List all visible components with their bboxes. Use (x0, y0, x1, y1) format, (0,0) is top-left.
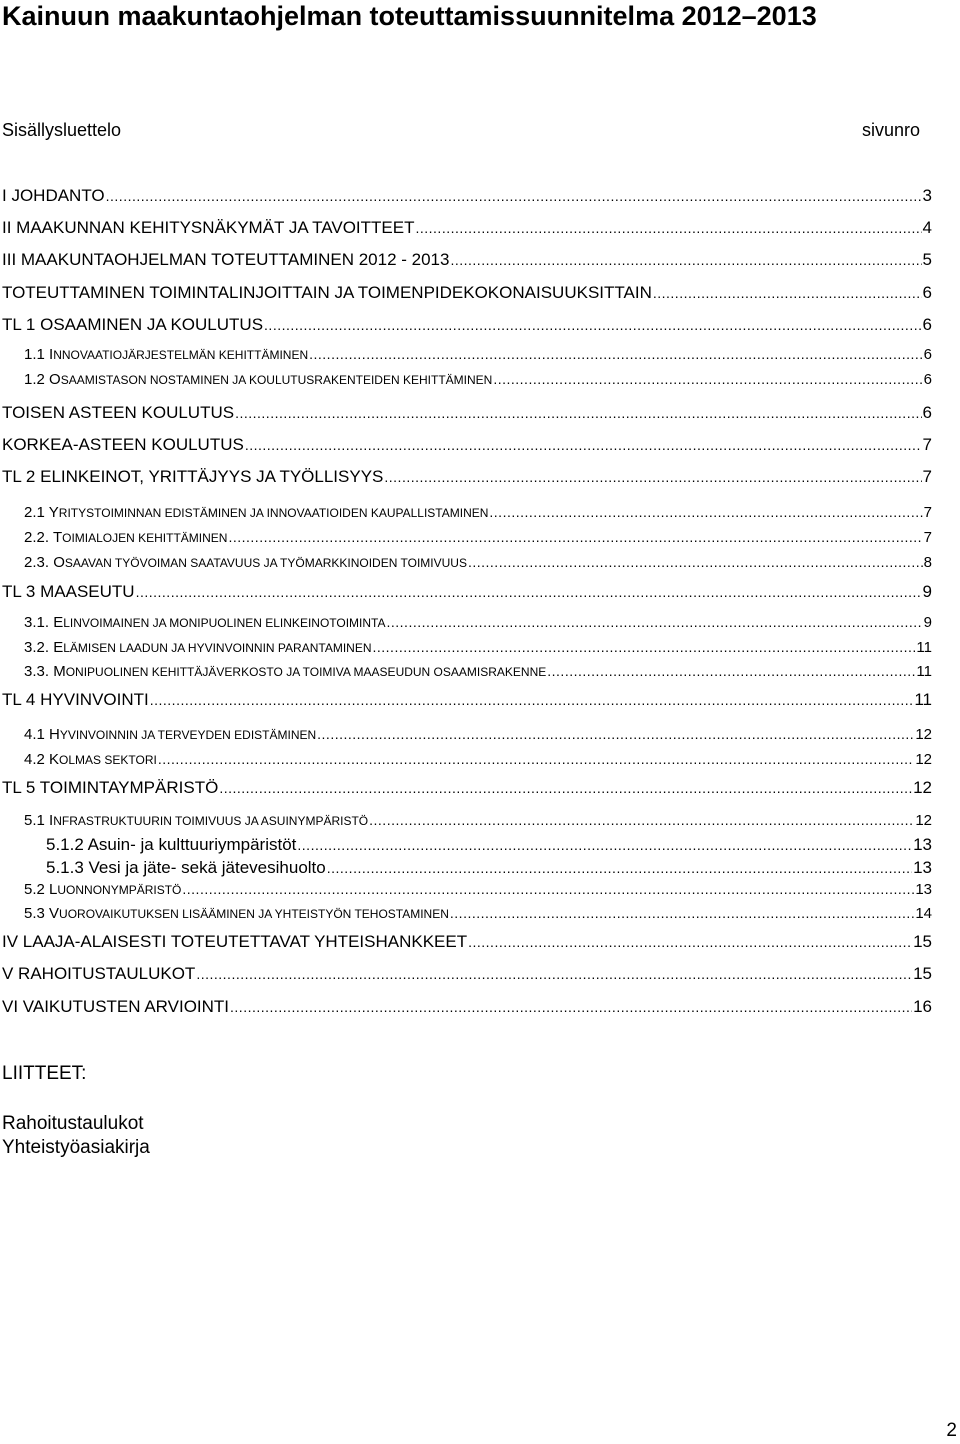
dot-leader (219, 780, 912, 796)
toc-entry[interactable] (24, 529, 932, 551)
toc-page-number: 11 (916, 663, 932, 680)
toc-page-number: 12 (915, 751, 932, 768)
toc-entry[interactable] (2, 283, 932, 305)
toc-entry-title: 2.3. OSAAVAN TYÖVOIMAN SAATAVUUS JA TYÖMARKKINOIDEN TOIMIVUUS (24, 554, 467, 571)
toc-page-number: 6 (923, 346, 932, 363)
dot-leader (317, 726, 914, 742)
dot-leader (327, 860, 912, 876)
dot-leader (264, 317, 921, 333)
toc-page-number: 6 (922, 403, 932, 422)
toc-entry-title: 5.1.3 Vesi ja jäte- sekä jätevesihuolto (46, 858, 326, 877)
toc-entry-title: 1.2 OSAAMISTASON NOSTAMINEN JA KOULUTUSRAKENTEIDEN KEHITTÄMINEN (24, 371, 493, 388)
toc-entry-title: TOTEUTTAMINEN TOIMINTALINJOITTAIN JA TOIMENPIDEKOKONAISUUKSITTAIN (2, 283, 652, 302)
toc-page-number: 12 (915, 726, 932, 743)
toc-entry-title: IV LAAJA-ALAISESTI TOTEUTETTAVAT YHTEISHANKKEET (2, 932, 468, 951)
toc-entry-title: VI VAIKUTUSTEN ARVIOINTI (2, 997, 230, 1016)
toc-page-number: 6 (922, 315, 932, 334)
toc-entry[interactable] (2, 997, 932, 1019)
toc-entry-title: I JOHDANTO (2, 186, 105, 205)
toc-entry-title: 4.1 HYVINVOINNIN JA TERVEYDEN EDISTÄMINEN (24, 726, 317, 743)
dot-leader (106, 188, 922, 204)
toc-page-number: 9 (923, 614, 932, 631)
toc-page-number: 13 (915, 881, 932, 898)
toc-page-number: 4 (922, 218, 932, 237)
toc-page-number: 15 (913, 964, 932, 983)
dot-leader (235, 405, 921, 421)
toc-entry[interactable] (24, 639, 932, 661)
page-number: 2 (946, 1420, 957, 1441)
toc-page-number: 7 (923, 504, 932, 521)
dot-leader (230, 999, 912, 1015)
toc-page-number: 16 (913, 997, 932, 1016)
toc-entry[interactable] (2, 218, 932, 240)
toc-entry-title: 3.2. ELÄMISEN LAADUN JA HYVINVOINNIN PARANTAMINEN (24, 639, 372, 656)
toc-entry[interactable] (24, 346, 932, 368)
dot-leader (450, 905, 914, 921)
toc-entry[interactable] (2, 186, 932, 208)
toc-page-number: 8 (923, 554, 932, 571)
toc-entry-title: TOISEN ASTEEN KOULUTUS (2, 403, 235, 422)
toc-entry[interactable] (2, 690, 932, 712)
toc-entry[interactable] (24, 812, 932, 834)
dot-leader (196, 966, 912, 982)
toc-entry[interactable] (2, 582, 932, 604)
dot-leader (468, 934, 912, 950)
toc-entry[interactable] (24, 663, 932, 685)
toc-entry[interactable] (2, 467, 932, 489)
toc-entry[interactable] (2, 250, 932, 272)
toc-page-number: 9 (922, 582, 932, 601)
toc-entry-title: 1.1 INNOVAATIOJÄRJESTELMÄN KEHITTÄMINEN (24, 346, 309, 363)
toc-entry-title: 5.2 LUONNONYMPÄRISTÖ (24, 881, 182, 898)
toc-entry-title: 5.1.2 Asuin- ja kulttuuriympäristöt (46, 835, 297, 854)
dot-leader (489, 504, 922, 520)
toc-page-number: 14 (915, 905, 932, 922)
toc-entry[interactable] (24, 371, 932, 393)
dot-leader (493, 371, 922, 387)
dot-leader (547, 663, 915, 679)
toc-entry-title: 2.2. TOIMIALOJEN KEHITTÄMINEN (24, 529, 228, 546)
dot-leader (245, 437, 922, 453)
toc-entry-title: V RAHOITUSTAULUKOT (2, 964, 196, 983)
attachment-item: Yhteistyöasiakirja (2, 1137, 150, 1158)
dot-leader (309, 346, 923, 362)
dot-leader (369, 812, 914, 828)
attachment-item: Rahoitustaulukot (2, 1113, 144, 1134)
toc-entry-title: TL 5 TOIMINTAYMPÄRISTÖ (2, 778, 219, 797)
dot-leader (150, 692, 914, 708)
dot-leader (297, 837, 912, 853)
dot-leader (468, 554, 923, 570)
toc-entry-title: 2.1 YRITYSTOIMINNAN EDISTÄMINEN JA INNOVAATIOIDEN KAUPALLISTAMINEN (24, 504, 489, 521)
page-number-column-label: sivunro (861, 120, 920, 140)
toc-page-number: 15 (913, 932, 932, 951)
toc-entry-title: 4.2 KOLMAS SEKTORI (24, 751, 157, 768)
toc-page-number: 6 (923, 371, 932, 388)
toc-entry-title: III MAAKUNTAOHJELMAN TOTEUTTAMINEN 2012 - 2013 (2, 250, 450, 269)
dot-leader (384, 469, 921, 485)
toc-label: Sisällysluettelo (2, 120, 122, 140)
dot-leader (373, 639, 916, 655)
toc-entry-title: 3.3. MONIPUOLINEN KEHITTÄJÄVERKOSTO JA TOIMIVA MAASEUDUN OSAAMISRAKENNE (24, 663, 547, 680)
toc-entry-title: KORKEA-ASTEEN KOULUTUS (2, 435, 244, 454)
toc-page-number: 7 (923, 529, 932, 546)
dot-leader (228, 529, 922, 545)
dot-leader (182, 881, 914, 897)
toc-page-number: 5 (922, 250, 932, 269)
toc-entry-title: II MAAKUNNAN KEHITYSNÄKYMÄT JA TAVOITTEET (2, 218, 415, 237)
toc-entry-title: TL 1 OSAAMINEN JA KOULUTUS (2, 315, 264, 334)
toc-entry[interactable] (2, 778, 932, 800)
toc-entry[interactable] (2, 435, 932, 457)
toc-page-number: 11 (914, 690, 932, 709)
toc-page-number: 11 (916, 639, 932, 656)
toc-entry[interactable] (24, 504, 932, 526)
toc-page-number: 12 (915, 812, 932, 829)
toc-entry[interactable] (24, 751, 932, 773)
document-title: Kainuun maakuntaohjelman toteuttamissuunnitelma 2012–2013 (2, 1, 817, 31)
dot-leader (158, 751, 914, 767)
toc-entry[interactable] (24, 726, 932, 748)
toc-entry-title: 3.1. ELINVOIMAINEN JA MONIPUOLINEN ELINKEINOTOIMINTA (24, 614, 386, 631)
dot-leader (653, 285, 922, 301)
attachments-heading: LIITTEET: (2, 1063, 87, 1084)
toc-entry[interactable] (46, 858, 932, 880)
toc-entry[interactable] (2, 315, 932, 337)
dot-leader (450, 252, 921, 268)
toc-entry[interactable] (2, 964, 932, 986)
toc-entry-title: 5.1 INFRASTRUKTUURIN TOIMIVUUS JA ASUINYMPÄRISTÖ (24, 812, 369, 829)
toc-entry-title: TL 4 HYVINVOINTI (2, 690, 149, 709)
toc-page-number: 7 (922, 467, 932, 486)
toc-entry[interactable] (24, 554, 932, 576)
dot-leader (387, 614, 923, 630)
toc-entry-title: 5.3 VUOROVAIKUTUKSEN LISÄÄMINEN JA YHTEISTYÖN TEHOSTAMINEN (24, 905, 449, 922)
dot-leader (136, 584, 922, 600)
toc-entry[interactable] (2, 403, 932, 425)
toc-entry-title: TL 3 MAASEUTU (2, 582, 135, 601)
toc-entry[interactable] (46, 835, 932, 857)
toc-page-number: 6 (922, 283, 932, 302)
toc-page-number: 7 (922, 435, 932, 454)
toc-entry-title: TL 2 ELINKEINOT, YRITTÄJYYS JA TYÖLLISYYS (2, 467, 384, 486)
toc-page-number: 12 (913, 778, 932, 797)
toc-entry[interactable] (24, 905, 932, 927)
toc-page-number: 13 (913, 858, 932, 877)
dot-leader (415, 220, 921, 236)
toc-entry[interactable] (2, 932, 932, 954)
toc-entry[interactable] (24, 881, 932, 903)
toc-page-number: 13 (913, 835, 932, 854)
toc-page-number: 3 (922, 186, 932, 205)
toc-entry[interactable] (24, 614, 932, 636)
